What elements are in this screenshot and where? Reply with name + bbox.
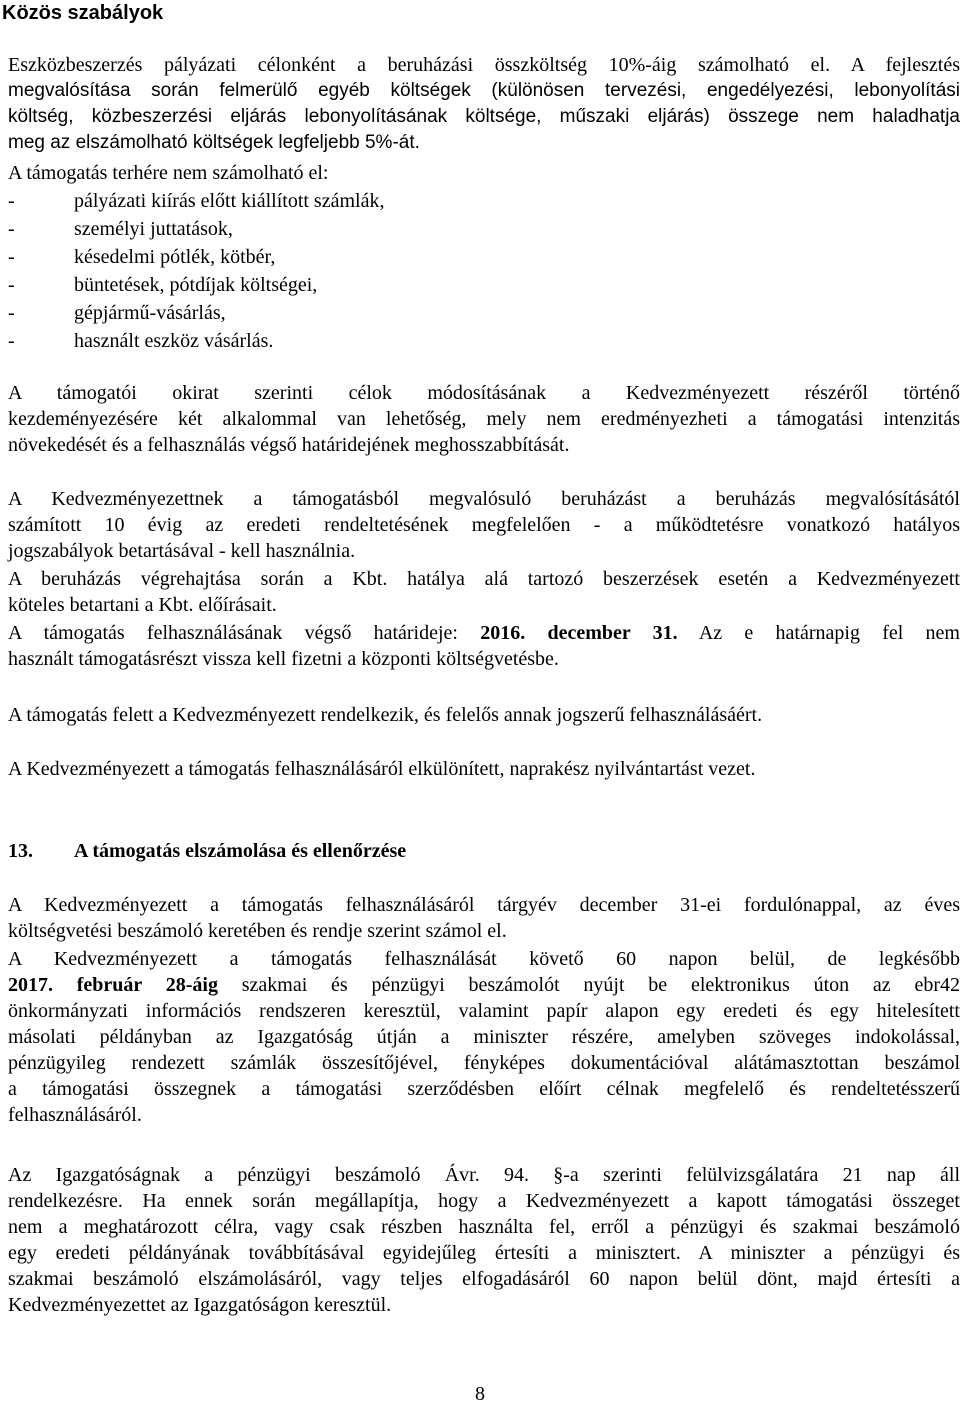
text-span: Az e határnapig fel nem <box>677 622 960 644</box>
dash: - <box>8 190 15 212</box>
paragraph-settlement <box>8 892 960 944</box>
section-heading: Közös szabályok <box>2 2 164 24</box>
text-line: köteles betartani a Kbt. előírásait. <box>8 594 277 616</box>
dash: - <box>8 330 15 352</box>
list-item-text: személyi juttatások, <box>74 218 233 240</box>
text-span: A támogatás felhasználásának végső határideje: <box>8 622 481 644</box>
list-item <box>8 328 948 354</box>
text-line: használt támogatásrészt vissza kell fizetni a központi költségvetésbe. <box>8 648 559 670</box>
dash: - <box>8 274 15 296</box>
text-line: egy eredeti példányának továbbításával egyidejűleg értesíti a minisztert. A miniszter a pénzügyi és <box>8 1242 960 1264</box>
text-line <box>8 620 960 646</box>
paragraph-procurement <box>8 52 960 156</box>
list-item <box>8 272 948 298</box>
text-line: Kedvezményezettet az Igazgatóságon keresztül. <box>8 1294 392 1316</box>
exclusion-intro: A támogatás terhére nem számolható el: <box>8 162 329 184</box>
text-line: A támogatói okirat szerinti célok módosításának a Kedvezményezett részéről történő <box>8 382 960 404</box>
text-line: A Kedvezményezett a támogatás felhasználását követő 60 napon belül, de legkésőbb <box>8 948 960 970</box>
text-line: költségvetési beszámoló keretében és rendje szerint számol el. <box>8 920 507 942</box>
text-line: megvalósítása során felmerülő egyéb költségek (különösen tervezési, engedélyezési, lebonyolítási <box>8 80 960 101</box>
text-line: növekedését és a felhasználás végső határidejének meghosszabbítását. <box>8 434 570 456</box>
text-line: önkormányzati információs rendszeren keresztül, valamint papír alapon egy eredeti és egy hitelesített <box>8 1000 960 1022</box>
text-line: nem a meghatározott célra, vagy csak részben használta fel, erről a pénzügyi és szakmai beszámoló <box>8 1216 960 1238</box>
section-13-title <box>8 838 948 864</box>
paragraph-report <box>8 946 960 1128</box>
text-line: számított 10 évig az eredeti rendeltetésének megfelelően - a működtetésre vonatkozó hatályos <box>8 514 960 536</box>
dash: - <box>8 246 15 268</box>
paragraph-usage <box>8 486 960 564</box>
section-number: 13. <box>8 840 33 862</box>
text-line: Eszközbeszerzés pályázati célonként a beruházási összköltség 10%-áig számolható el. A fejlesztés <box>8 54 960 76</box>
report-deadline: 2017. február 28-áig <box>8 974 218 996</box>
text-line: jogszabályok betartásával - kell használnia. <box>8 540 356 562</box>
text-line <box>8 972 960 998</box>
text-line: felhasználásáról. <box>8 1104 142 1126</box>
text-line: költség, közbeszerzési eljárás lebonyolításának költsége, műszaki eljárás) összege nem haladhatja <box>8 106 960 127</box>
section-title-text: A támogatás elszámolása és ellenőrzése <box>74 840 407 862</box>
list-item-text: büntetések, pótdíjak költségei, <box>74 274 318 296</box>
text-line: rendelkezésre. Ha ennek során megállapítja, hogy a Kedvezményezett a kapott támogatási összeget <box>8 1190 960 1212</box>
paragraph-review <box>8 1162 960 1318</box>
list-item <box>8 216 948 242</box>
text-line: meg az elszámolható költségek legfeljebb 5%-át. <box>8 132 420 153</box>
paragraph-responsibility: A támogatás felett a Kedvezményezett rendelkezik, és felelős annak jogszerű felhasználásáért. <box>8 704 763 726</box>
text-line: A beruházás végrehajtása során a Kbt. hatálya alá tartozó beszerzések esetén a Kedvezményezett <box>8 568 960 590</box>
list-item-text: késedelmi pótlék, kötbér, <box>74 246 276 268</box>
paragraph-deadline <box>8 620 960 672</box>
text-line: másolati példányban az Igazgatóság útján a miniszter részére, amelyben szöveges indokolással, <box>8 1026 960 1048</box>
paragraph-records: A Kedvezményezett a támogatás felhasználásáról elkülönített, naprakész nyilvántartást vezet. <box>8 758 756 780</box>
list-item-text: használt eszköz vásárlás. <box>74 330 274 352</box>
text-line: a támogatási összegnek a támogatási szerződésben előírt célnak megfelelő és rendeltetésszerű <box>8 1078 960 1100</box>
text-line: szakmai beszámoló elszámolásáról, vagy teljes elfogadásáról 60 napon belül dönt, majd értesíti a <box>8 1268 960 1290</box>
text-line: kezdeményezésére két alkalommal van lehetőség, mely nem eredményezheti a támogatási intenzitás <box>8 408 960 430</box>
dash: - <box>8 302 15 324</box>
page-number: 8 <box>475 1383 485 1405</box>
list-item <box>8 188 948 214</box>
paragraph-kbt <box>8 566 960 618</box>
text-line: A Kedvezményezettnek a támogatásból megvalósuló beruházást a beruházás megvalósításától <box>8 488 960 510</box>
deadline-date: 2016. december 31. <box>480 622 678 644</box>
list-item <box>8 244 948 270</box>
list-item-text: gépjármű-vásárlás, <box>74 302 226 324</box>
text-line: pénzügyileg rendezett számlák összesítőjével, fényképes dokumentációval alátámasztottan beszámol <box>8 1052 960 1074</box>
text-span: szakmai és pénzügyi beszámolót nyújt be elektronikus úton az ebr42 <box>217 974 960 996</box>
text-line: Az Igazgatóságnak a pénzügyi beszámoló Ávr. 94. §-a szerinti felülvizsgálatára 21 nap áll <box>8 1164 960 1186</box>
paragraph-modification <box>8 380 960 458</box>
list-item <box>8 300 948 326</box>
text-line: A Kedvezményezett a támogatás felhasználásáról tárgyév december 31-ei fordulónappal, az éves <box>8 894 960 916</box>
dash: - <box>8 218 15 240</box>
list-item-text: pályázati kiírás előtt kiállított számlák, <box>74 190 385 212</box>
